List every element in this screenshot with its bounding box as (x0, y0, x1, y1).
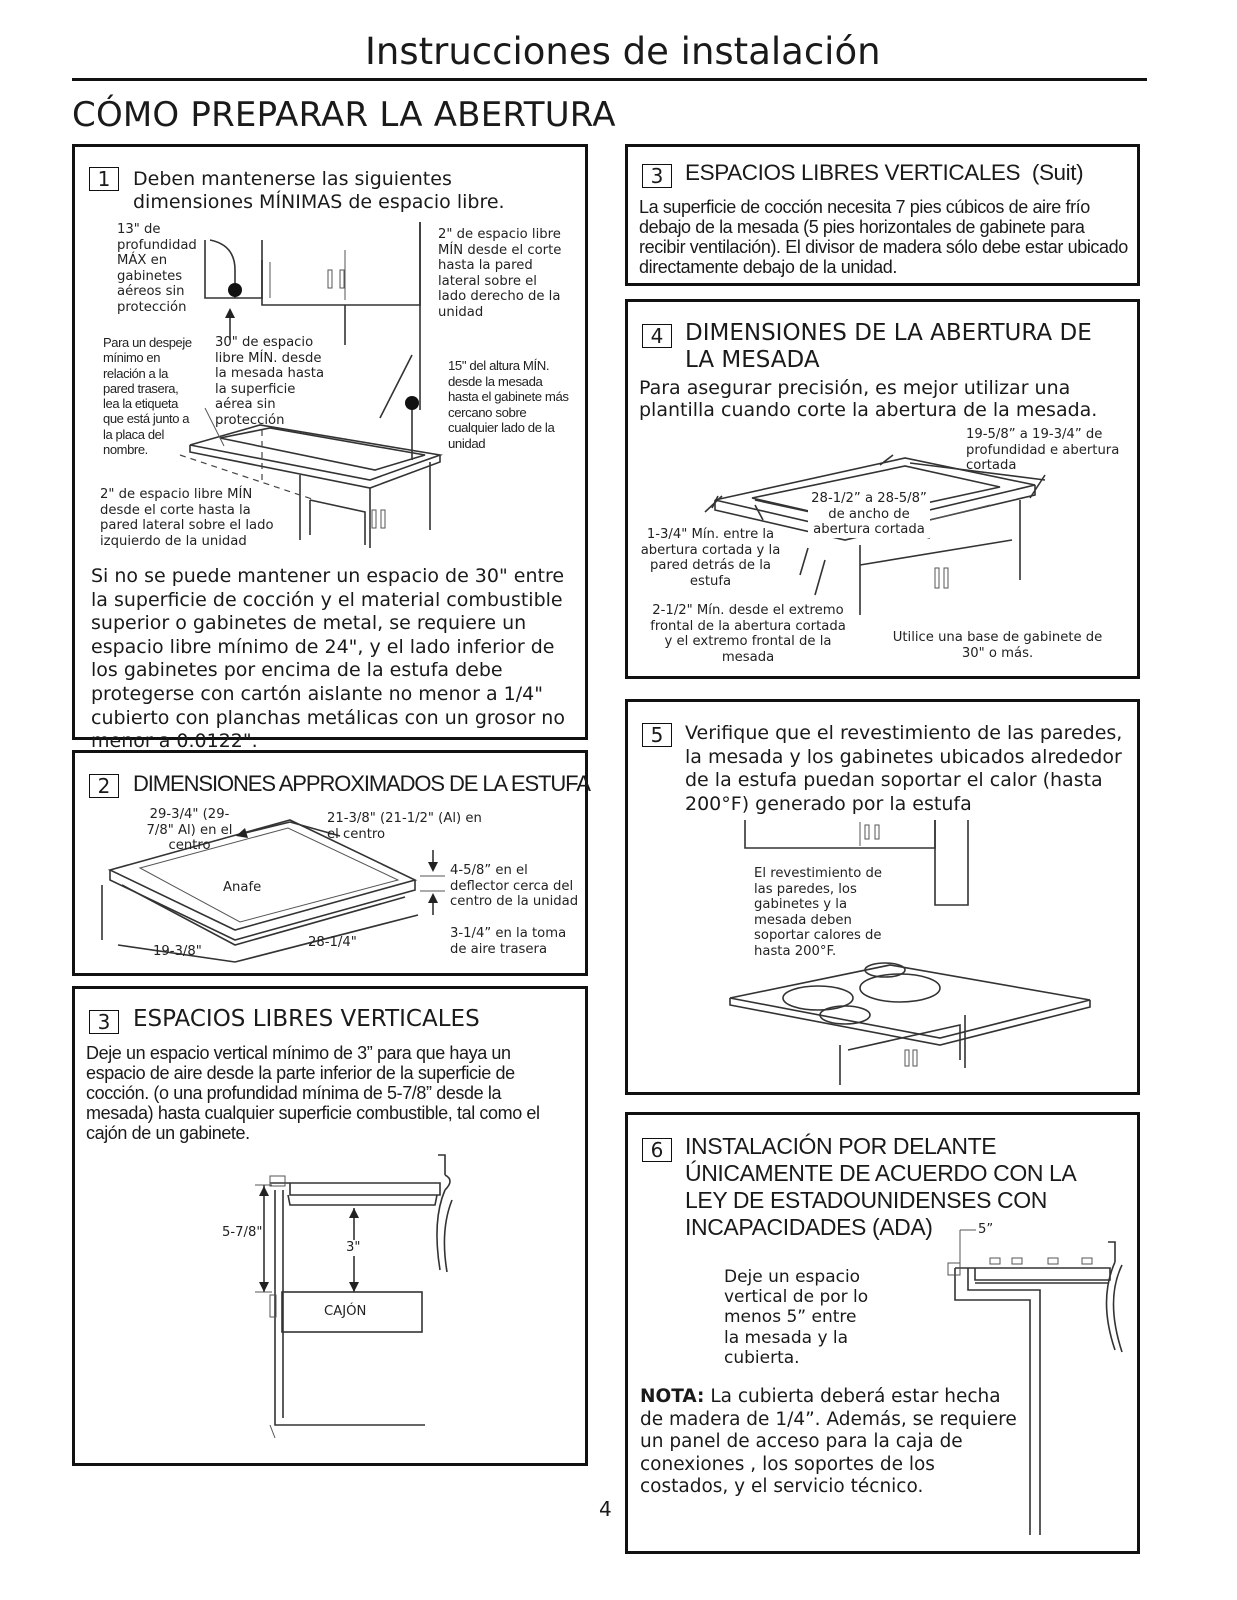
step6-number: 6 (642, 1138, 672, 1162)
step4-body: Para asegurar precisión, es mejor utilizar una plantilla cuando corte la abertura de la mesada. (639, 377, 1098, 421)
page-header-title: Instrucciones de instalación (365, 30, 881, 73)
step2-title: DIMENSIONES APPROXIMADOS DE LA ESTUFA (133, 771, 590, 796)
step3b-body: La superficie de cocción necesita 7 pies cúbicos de aire frío debajo de la mesada (5 pies horizontales de gabinete para recibir ventilación). El divisor de madera sólo debe estar ubicado directamente debajo de la unidad. (639, 197, 1128, 277)
step3b-number: 3 (642, 164, 672, 188)
step1-caption-2in-left: 2" de espacio libre MÍN desde el corte hasta la pared lateral sobre el lado izquierdo de la unidad (100, 487, 274, 549)
step2-caption-28-1-4: 28-1/4" (308, 935, 357, 950)
step3a-number: 3 (89, 1010, 119, 1034)
step1-caption-13in: 13" de profundidad MÁX en gabinetes aéreos sin protección (117, 222, 197, 315)
step6-nota-text: La cubierta deberá estar hecha de madera de 1/4”. Además, se requiere un panel de acceso para la caja de conexiones , los soportes de los costados, y el servicio técnico. (640, 1386, 1017, 1497)
step6-nota (640, 1386, 1025, 1499)
step4-caption-2-1-2: 2-1/2" Mín. desde el extremo frontal de la abertura cortada y el extremo frontal de la mesada (650, 603, 846, 665)
step3a-title: ESPACIOS LIBRES VERTICALES (133, 1006, 480, 1032)
step3a-caption-5-7-8: 5-7/8" (222, 1225, 263, 1240)
step2-caption-19-3-8: 19-3/8" (153, 944, 202, 959)
step3b-title-text: ESPACIOS LIBRES VERTICALES (685, 160, 1021, 185)
step1-caption-despeje: Para un despeje mínimo en relación a la pared trasera, lea la etiqueta que está junto a la placa del nombre. (103, 335, 192, 458)
step1-intro: Deben mantenerse las siguientes dimensiones MÍNIMAS de espacio libre. (133, 168, 505, 213)
step4-caption-base: Utilice una base de gabinete de 30" o más. (892, 630, 1103, 661)
step1-caption-15in: 15" del altura MÍN. desde la mesada hasta el gabinete más cercano sobre cualquier lado de la unidad (448, 358, 569, 451)
step6-caption-5in: 5” (978, 1222, 994, 1237)
step1-number: 1 (89, 167, 119, 191)
step4-caption-1-3-4: 1-3/4" Mín. entre la abertura cortada y la pared detrás de la estufa (640, 527, 781, 589)
step2-number: 2 (89, 774, 119, 798)
step3a-caption-cajon: CAJÓN (324, 1304, 367, 1319)
step3b-title-suffix: (Suit) (1031, 160, 1084, 185)
step2-caption-3-1-4: 3-1/4” en la toma de aire trasera (450, 926, 567, 957)
step4-caption-depth: 19-5/8” a 19-3/4” de profundidad e abertura cortada (966, 427, 1120, 473)
step2-caption-29-3-4: 29-3/4" (29-7/8" Al) en el centro (146, 807, 233, 853)
step4-title: DIMENSIONES DE LA ABERTURA DE LA MESADA (685, 320, 1092, 373)
step4-caption-width: 28-1/2” a 28-5/8” de ancho de abertura cortada (808, 491, 930, 538)
step6-title: INSTALACIÓN POR DELANTE ÚNICAMENTE DE ACUERDO CON LA LEY DE ESTADOUNIDENSES CON INCAPACIDADES (ADA) (685, 1133, 1076, 1240)
step6-nota-label: NOTA: (640, 1386, 705, 1407)
step1-note: Si no se puede mantener un espacio de 30" entre la superficie de cocción y el material combustible superior o gabinetes de metal, se requiere un espacio libre mínimo de 24", y el lado inferior de los gabinetes por encima de la estufa debe protegerse con cartón aislante no menor a 1/4" cubierto con planchas metálicas con un grosor no menor a 0.0122". (91, 565, 565, 753)
step3a-caption-3in: 3" (346, 1240, 361, 1255)
step5-caption: El revestimiento de las paredes, los gabinetes y la mesada deben soportar calores de hasta 200°F. (754, 866, 882, 959)
step1-caption-2in-right: 2" de espacio libre MÍN desde el corte hasta la pared lateral sobre el lado derecho de la unidad (438, 227, 562, 320)
step4-number: 4 (642, 324, 672, 348)
step2-caption-4-5-8: 4-5/8” en el deflector cerca del centro de la unidad (450, 863, 579, 909)
step2-caption-anafe: Anafe (223, 880, 262, 895)
step5-body: Verifique que el revestimiento de las paredes, la mesada y los gabinetes ubicados alrededor de la estufa puedan soportar el calor (hasta 200°F) generado por la estufa (685, 722, 1123, 815)
step3a-body: Deje un espacio vertical mínimo de 3” para que haya un espacio de aire desde la parte inferior de la superficie de cocción. (o una profundidad mínima de 5-7/8” desde la mesada) hasta cualquier superficie combustible, tal como el cajón de un gabinete. (86, 1043, 540, 1143)
main-heading: CÓMO PREPARAR LA ABERTURA (72, 95, 616, 135)
step2-caption-21-3-8: 21-3/8" (21-1/2" (Al) en el centro (327, 811, 482, 842)
step1-caption-30in: 30" de espacio libre MÍN. desde la mesada hasta la superficie aérea sin protección (215, 335, 325, 428)
step5-number: 5 (642, 723, 672, 747)
step6-body: Deje un espacio vertical de por lo menos 5” entre la mesada y la cubierta. (724, 1267, 869, 1368)
page-number: 4 (599, 1497, 612, 1521)
